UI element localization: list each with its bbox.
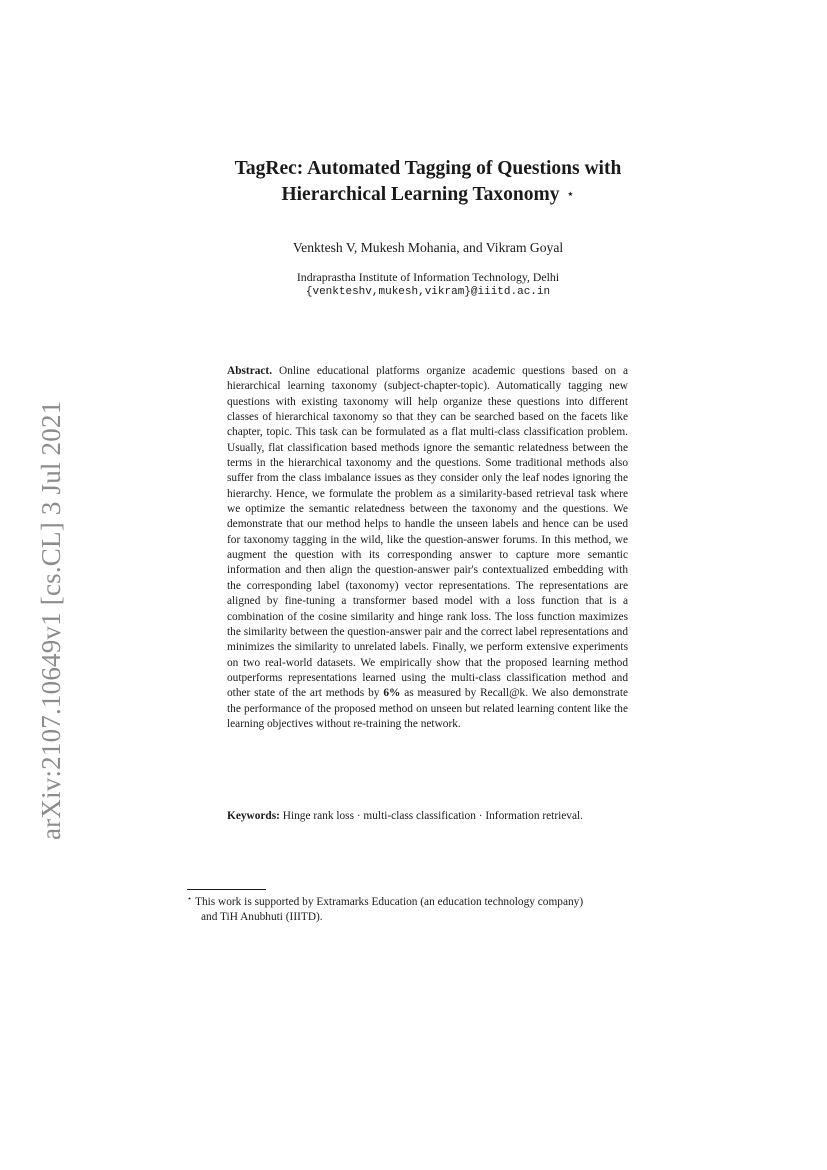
keywords-label: Keywords: [227, 810, 280, 822]
title-line-1: TagRec: Automated Tagging of Questions with [234, 158, 622, 179]
abstract [227, 364, 628, 732]
arxiv-side-stamp: arXiv:2107.10649v1 [cs.CL] 3 Jul 2021 [36, 400, 66, 840]
footnote-line-1-text: This work is supported by Extramarks Education (an education technology company) [195, 896, 584, 908]
title-line-2-text: Hierarchical Learning Taxonomy [281, 184, 560, 205]
author-emails: {venkteshv,mukesh,vikram}@iiitd.ac.in [305, 286, 551, 298]
footnote-divider [187, 889, 266, 890]
keywords [227, 809, 628, 824]
footnote [187, 895, 677, 926]
author-list: Venktesh V, Mukesh Mohania, and Vikram Goyal [292, 240, 564, 255]
abstract-highlight-value: 6% [383, 687, 401, 700]
affiliation [150, 270, 706, 300]
title-line-2 [150, 182, 706, 209]
keywords-text: Hinge rank loss · multi-class classification · Information retrieval. [282, 810, 583, 822]
footnote-mark: ⋆ [187, 894, 193, 903]
footnote-line-2: and TiH Anubhuti (IIITD). [201, 911, 323, 924]
footnote-line-1 [187, 895, 677, 910]
title-footnote-mark: ⋆ [566, 186, 575, 201]
paper-title [150, 156, 706, 209]
institution: Indraprastha Institute of Information Technology, Delhi [296, 270, 560, 284]
abstract-body-end: as measured by Recall@k. We also demonstrate the performance of the proposed method on unseen but related learning content like the learning objectives without re-training the network. [227, 687, 629, 730]
abstract-body: Online educational platforms organize academic questions based on a hierarchical learning taxonomy (subject-chapter-topic). Automatically tagging new questions with existing taxonomy will help organize these questions into different classes of hierarchical taxonomy so that they can be searched based on the facets like chapter, topic. This task can be formulated as a flat multi-class classification problem. Usually, flat classification based methods ignore the semantic relatedness between the terms in the hierarchical taxonomy and the questions. Some traditional methods also suffer from the class imbalance issues as they consider only the leaf nodes ignoring the hierarchy. Hence, we formulate the problem as a similarity-based retrieval task where we optimize the semantic relatedness between the taxonomy and the questions. We demonstrate that our method helps to handle the unseen labels and hence can be used for taxonomy tagging in the wild, like the question-answer forums. In this method, we augment the question with its corresponding answer to capture more semantic information and then align the question-answer pair's contextualized embedding with the corresponding label (taxonomy) vector representations. The representations are aligned by fine-tuning a transformer based model with a loss function that is a combination of the cosine similarity and hinge rank loss. The loss function maximizes the similarity between the question-answer pair and the correct label representations and minimizes the similarity to unrelated labels. Finally, we perform extensive experiments on two real-world datasets. We empirically show that the proposed learning method outperforms representations learned using the multi-class classification method and other state of the art methods by [227, 365, 628, 700]
abstract-label: Abstract. [227, 365, 273, 377]
